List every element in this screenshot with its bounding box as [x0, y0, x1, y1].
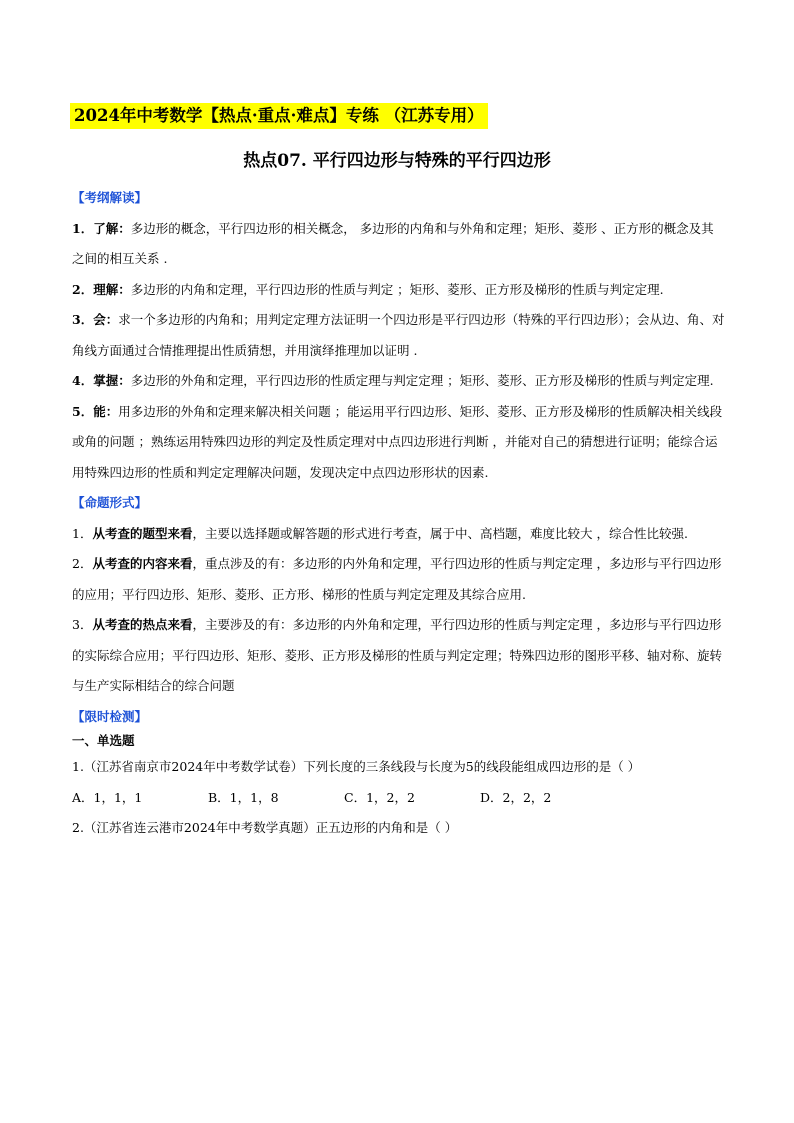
mingti-item: 2．从考查的内容来看，重点涉及的有：多边形的内外角和定理，平行四边形的性质与判定定理 ，多边形与平行四边形的应用；平行四边形、矩形、菱形、正方形、梯形的性质与判定定理及其综合应用. — [72, 556, 722, 602]
series-banner: 2024年中考数学【热点·重点·难点】专练 （江苏专用） — [70, 103, 488, 129]
mingti-item: 1．从考查的题型来看，主要以选择题或解答题的形式进行考查，属于中、高档题，难度比较大 ，综合性比较强. — [72, 525, 688, 541]
section-heading-kaogang: 【考纲解读】 — [72, 190, 148, 205]
question-1: 1.（江苏省南京市2024年中考数学试卷）下列长度的三条线段与长度为5的线段能组成四边形的是（ ） — [72, 759, 641, 774]
section-heading-xianshi: 【限时检测】 — [72, 708, 148, 724]
option-c: C．1，2，2 — [344, 789, 415, 805]
option-b: B．1，1，8 — [208, 789, 279, 805]
question-1-options — [72, 783, 726, 814]
section-heading-mingti: 【命题形式】 — [72, 495, 148, 510]
quiz-subheading: 一、单选题 — [72, 733, 135, 748]
kaogang-item: 2．理解：多边形的内角和定理，平行四边形的性质与判定 ；矩形、菱形、正方形及梯形的性质与判定定理. — [72, 281, 664, 297]
content-body — [72, 183, 726, 844]
kaogang-item: 5．能：用多边形的外角和定理来解决相关问题 ；能运用平行四边形、矩形、菱形、正方形及梯形的性质解决相关线段或角的问题 ；熟练运用特殊四边形的判定及性质定理对中点四边形进行判断 ，并能对自己的猜想进行证明；能综合运用特殊四边形的性质和判定定理解决问题，发现决定中点四边形形状的因素. — [72, 403, 723, 480]
option-a: A．1，1，1 — [72, 789, 143, 805]
page-title: 热点07. 平行四边形与特殊的平行四边形 — [243, 151, 551, 171]
kaogang-item: 3．会：求一个多边形的内角和；用判定定理方法证明一个四边形是平行四边形（特殊的平行四边形）；会从边、角、对角线方面通过合情推理提出性质猜想，并用演绎推理加以证明 . — [72, 312, 725, 358]
mingti-item: 3．从考查的热点来看，主要涉及的有：多边形的内外角和定理，平行四边形的性质与判定定理 ，多边形与平行四边形的实际综合应用；平行四边形、矩形、菱形、正方形及梯形的性质与判定定理；特殊四边形的图形平移、轴对称、旋转与生产实际相结合的综合问题 — [72, 617, 723, 693]
kaogang-item: 1．了解：多边形的概念，平行四边形的相关概念， 多边形的内角和与外角和定理；矩形、菱形 、正方形的概念及其之间的相互关系 . — [72, 220, 714, 266]
option-d: D．2，2，2 — [480, 789, 552, 805]
kaogang-item: 4．掌握：多边形的外角和定理，平行四边形的性质定理与判定定理 ；矩形、菱形、正方形及梯形的性质与判定定理. — [72, 373, 714, 388]
question-2: 2.（江苏省连云港市2024年中考数学真题）正五边形的内角和是（ ） — [72, 820, 458, 835]
